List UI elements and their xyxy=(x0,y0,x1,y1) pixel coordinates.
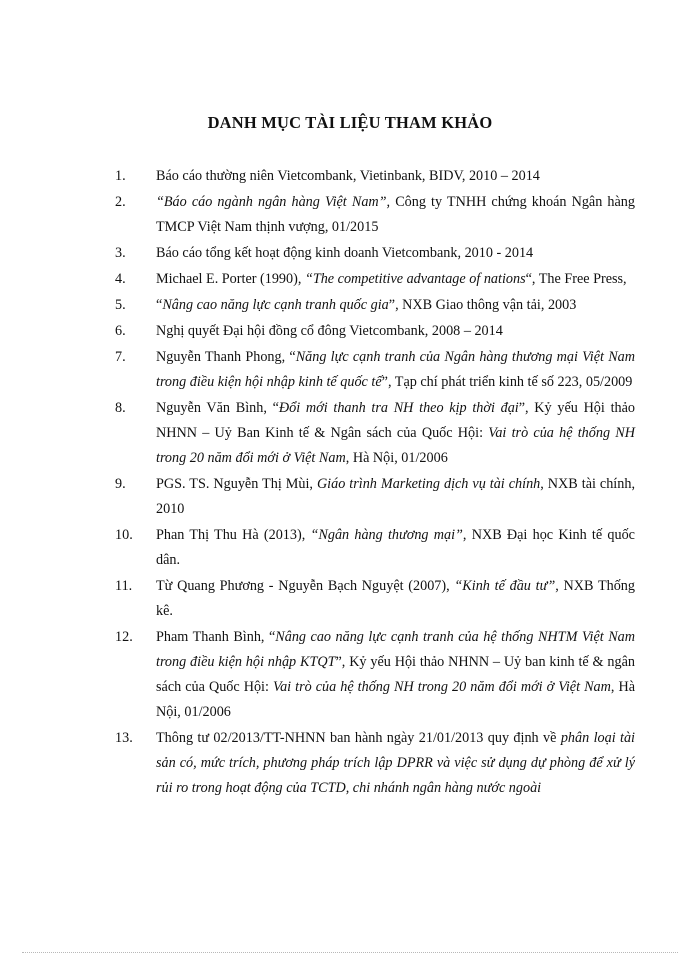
reference-segment: , NXB Đại học Kinh tế quốc dân. xyxy=(156,527,635,568)
reference-segment: PGS. TS. Nguyễn Thị Mùi, xyxy=(156,476,317,492)
reference-segment: ”, Kỷ yếu Hội thảo NHNN – Uỷ Ban Kinh tế & Ngân sách của Quốc Hội: xyxy=(156,400,635,441)
reference-item xyxy=(115,164,635,189)
reference-segment: ”, NXB Giao thông vận tải, 2003 xyxy=(388,297,577,313)
reference-italic-segment: “The competitive advantage of nations xyxy=(304,271,526,287)
reference-item xyxy=(115,625,635,725)
reference-text xyxy=(156,523,635,573)
reference-number: 7. xyxy=(115,349,126,365)
reference-item xyxy=(115,574,635,624)
reference-item xyxy=(115,190,635,240)
reference-item xyxy=(115,293,635,318)
reference-item xyxy=(115,523,635,573)
reference-text xyxy=(156,345,635,395)
reference-text xyxy=(156,625,635,725)
reference-text xyxy=(156,574,635,624)
reference-italic-segment: Năng lực cạnh tranh của Ngân hàng thương mại Việt Nam trong điều kiện hội nhập kinh tế quốc tế xyxy=(156,349,636,390)
reference-item xyxy=(115,345,635,395)
reference-segment: Michael E. Porter (1990), xyxy=(156,271,305,287)
reference-segment: “, The Free Press, xyxy=(525,271,627,287)
reference-text xyxy=(156,396,635,471)
reference-number: 5. xyxy=(115,297,126,313)
reference-segment: , NXB tài chính, 2010 xyxy=(156,476,635,517)
reference-segment: Phan Thị Thu Hà (2013), xyxy=(156,527,311,543)
reference-item xyxy=(115,267,635,292)
reference-segment: Nghị quyết Đại hội đồng cổ đông Vietcombank, 2008 – 2014 xyxy=(156,323,503,339)
reference-text xyxy=(156,267,635,292)
reference-item xyxy=(115,319,635,344)
reference-italic-segment: phân loại tài sản có, mức trích, phương pháp trích lập DPRR và việc sử dụng dự phòng để xử lý rủi ro trong hoạt động của TCTD, chi nhánh ngân hàng nước ngoài xyxy=(156,730,635,796)
reference-number: 6. xyxy=(115,323,126,339)
reference-number: 1. xyxy=(115,168,126,184)
reference-text xyxy=(156,164,635,189)
reference-list xyxy=(115,164,635,802)
reference-number: 8. xyxy=(115,400,126,416)
page-title: DANH MỤC TÀI LIỆU THAM KHẢO xyxy=(207,113,493,132)
reference-segment: Pham Thanh Bình, “ xyxy=(156,629,276,645)
reference-segment: Từ Quang Phương - Nguyễn Bạch Nguyệt (2007), xyxy=(156,578,455,594)
reference-item xyxy=(115,726,635,801)
reference-segment: “ xyxy=(156,297,163,313)
reference-item xyxy=(115,396,635,471)
reference-segment: , NXB Thống kê. xyxy=(156,578,635,619)
reference-number: 3. xyxy=(115,245,126,261)
reference-number: 11. xyxy=(115,578,133,594)
reference-text xyxy=(156,293,635,318)
reference-item xyxy=(115,241,635,266)
reference-segment: ”, Kỷ yếu Hội thảo NHNN – Uỷ ban kinh tế & ngân sách của Quốc Hội: xyxy=(156,654,635,695)
reference-text xyxy=(156,472,635,522)
reference-number: 13. xyxy=(115,730,133,746)
reference-segment: Thông tư 02/2013/TT-NHNN ban hành ngày 21/01/2013 quy định về xyxy=(156,730,561,746)
reference-item xyxy=(115,472,635,522)
reference-text xyxy=(156,241,635,266)
reference-italic-segment: Nâng cao năng lực cạnh tranh của hệ thống NHTM Việt Nam trong điều kiện hội nhập KTQT xyxy=(156,629,635,670)
reference-text xyxy=(156,319,635,344)
reference-segment: , Hà Nội, 01/2006 xyxy=(345,450,448,466)
reference-number: 2. xyxy=(115,194,126,210)
reference-segment: , Hà Nội, 01/2006 xyxy=(156,679,635,720)
reference-number: 12. xyxy=(115,629,133,645)
reference-italic-segment: Giáo trình Marketing dịch vụ tài chính xyxy=(316,476,541,492)
reference-segment: Nguyễn Văn Bình, “ xyxy=(156,400,279,416)
reference-segment: ”, Tạp chí phát triển kinh tế số 223, 05/2009 xyxy=(381,374,633,390)
reference-italic-segment: Vai trò của hệ thống NH trong 20 năm đổi mới ở Việt Nam xyxy=(156,425,635,466)
reference-number: 10. xyxy=(115,527,133,543)
reference-segment: Báo cáo thường niên Vietcombank, Vietinbank, BIDV, 2010 – 2014 xyxy=(156,168,540,184)
reference-italic-segment: “Ngân hàng thương mại” xyxy=(310,527,463,543)
reference-number: 4. xyxy=(115,271,126,287)
reference-number: 9. xyxy=(115,476,126,492)
reference-italic-segment: “Kinh tế đầu tư” xyxy=(454,578,556,594)
reference-segment: Nguyễn Thanh Phong, “ xyxy=(156,349,296,365)
reference-text xyxy=(156,726,635,801)
reference-italic-segment: Nâng cao năng lực cạnh tranh quốc gia xyxy=(162,297,389,313)
reference-segment: Công ty TNHH chứng khoán Ngân hàng TMCP Việt Nam thịnh vượng, 01/2015 xyxy=(156,194,635,235)
page-bottom-divider xyxy=(22,952,678,953)
reference-segment: Báo cáo tổng kết hoạt động kinh doanh Vietcombank, 2010 - 2014 xyxy=(156,245,534,261)
reference-italic-segment: Đổi mới thanh tra NH theo kịp thời đại xyxy=(278,400,519,416)
reference-italic-segment: Vai trò của hệ thống NH trong 20 năm đổi mới ở Việt Nam xyxy=(272,679,611,695)
reference-italic-segment: “Báo cáo ngành ngân hàng Việt Nam”, xyxy=(156,194,391,210)
reference-text xyxy=(156,190,635,240)
